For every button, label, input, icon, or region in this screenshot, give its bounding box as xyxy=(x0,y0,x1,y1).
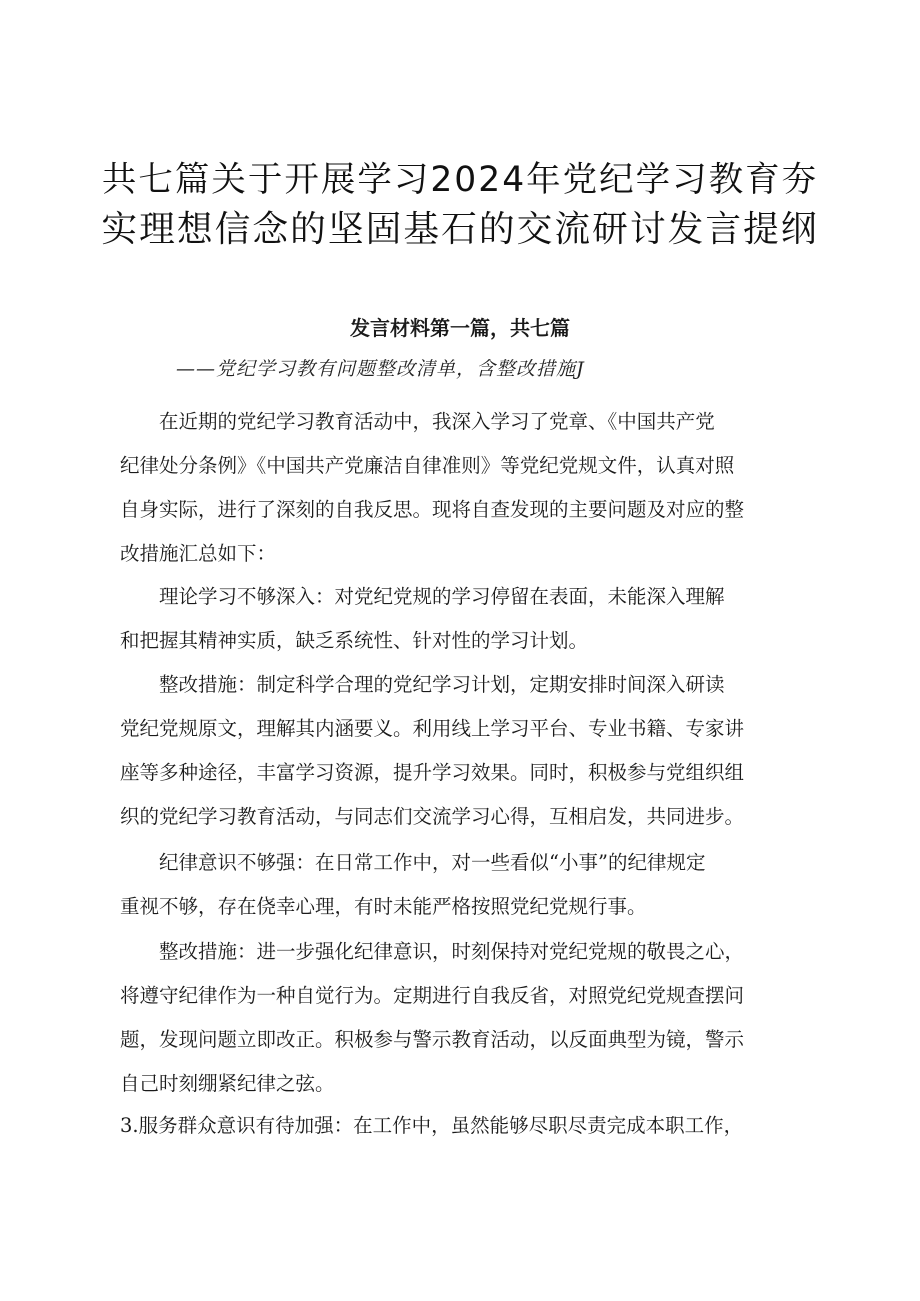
title-line-2: 实理想信念的坚固基石的交流研讨发言提纲 xyxy=(101,209,819,250)
paragraph-line: 整改措施：进一步强化纪律意识，时刻保持对党纪党规的敬畏之心， xyxy=(159,940,745,963)
document-title xyxy=(100,155,820,255)
paragraph-line: 在近期的党纪学习教育活动中，我深入学习了党章、《中国共产党 xyxy=(159,410,715,433)
paragraph-line: 将遵守纪律作为一种自觉行为。定期进行自我反省，对照党纪党规查摆问 xyxy=(120,984,745,1007)
paragraph-line: 党纪党规原文，理解其内涵要义。利用线上学习平台、专业书籍、专家讲 xyxy=(120,717,745,740)
paragraph-line: 改措施汇总如下： xyxy=(120,542,277,565)
paragraph-issue-1 xyxy=(120,575,812,663)
title-line-1: 共七篇关于开展学习2024年党纪学习教育夯 xyxy=(101,160,819,200)
paragraph-measure-2 xyxy=(120,930,812,1106)
paragraph-measure-1 xyxy=(120,663,812,839)
paragraph-intro xyxy=(120,400,812,576)
paragraph-line: 织的党纪学习教育活动，与同志们交流学习心得，互相启发，共同进步。 xyxy=(120,805,745,828)
numbered-item-3: 3.服务群众意识有待加强：在工作中，虽然能够尽职尽责完成本职工作， xyxy=(120,1114,744,1137)
paragraph-line: 和把握其精神实质，缺乏系统性、针对性的学习计划。 xyxy=(120,629,589,652)
paragraph-line: 题，发现问题立即改正。积极参与警示教育活动，以反面典型为镜，警示 xyxy=(120,1028,745,1051)
paragraph-line: 纪律意识不够强：在日常工作中，对一些看似“小事”的纪律规定 xyxy=(159,851,706,874)
paragraph-issue-2 xyxy=(120,841,812,929)
paragraph-line: 理论学习不够深入：对党纪党规的学习停留在表面，未能深入理解 xyxy=(159,585,725,608)
paragraph-line: 重视不够，存在侥幸心理，有时未能严格按照党纪党规行事。 xyxy=(120,895,647,918)
section-subtitle: ——党纪学习教有问题整改清单，含整改措施J xyxy=(176,358,585,380)
paragraph-line: 自己时刻绷紧纪律之弦。 xyxy=(120,1072,335,1095)
paragraph-line: 自身实际，进行了深刻的自我反思。现将自查发现的主要问题及对应的整 xyxy=(120,498,745,521)
paragraph-line: 纪律处分条例》《中国共产党廉洁自律准则》等党纪党规文件，认真对照 xyxy=(120,454,735,477)
paragraph-line: 座等多种途径，丰富学习资源，提升学习效果。同时，积极参与党组织组 xyxy=(120,761,745,784)
section-heading: 发言材料第一篇，共七篇 xyxy=(350,316,570,340)
paragraph-line: 整改措施：制定科学合理的党纪学习计划，定期安排时间深入研读 xyxy=(159,673,725,696)
